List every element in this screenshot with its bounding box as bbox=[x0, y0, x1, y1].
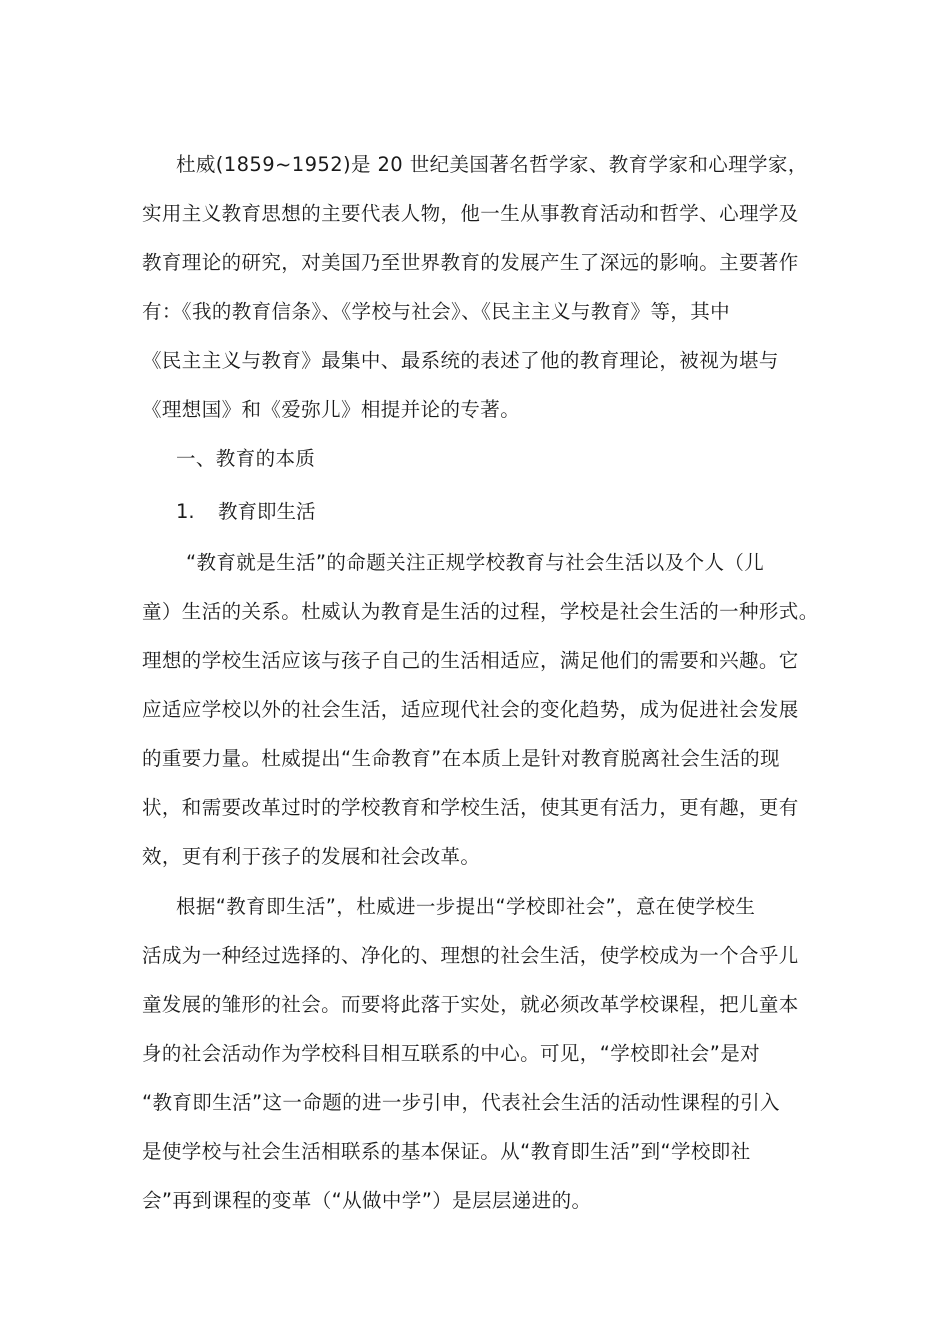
subsection-title: 教育即生活 bbox=[218, 500, 316, 523]
paragraph1-line-7: 效，更有利于孩子的发展和社会改革。 bbox=[142, 845, 481, 868]
paragraph1-line-6: 状，和需要改革过时的学校教育和学校生活，使其更有活力，更有趣，更有 bbox=[142, 796, 799, 819]
intro-line-4: 有：《我的教育信条》、《学校与社会》、《民主主义与教育》等，其中 bbox=[142, 300, 731, 323]
paragraph1-line-1: “教育就是生活”的命题关注正规学校教育与社会生活以及个人（儿 bbox=[186, 551, 765, 574]
paragraph2-line-7: 会”再到课程的变革（“从做中学”）是层层递进的。 bbox=[142, 1189, 592, 1212]
section-heading: 一、教育的本质 bbox=[176, 447, 316, 470]
paragraph1-line-5: 的重要力量。杜威提出“生命教育”在本质上是针对教育脱离社会生活的现 bbox=[142, 747, 780, 770]
intro-line-3: 教育理论的研究，对美国乃至世界教育的发展产生了深远的影响。主要著作 bbox=[142, 251, 799, 274]
paragraph2-line-1: 根据“教育即生活”，杜威进一步提出“学校即社会”，意在使学校生 bbox=[176, 895, 756, 918]
paragraph1-line-2: 童）生活的关系。杜威认为教育是生活的过程，学校是社会生活的一种形式。 bbox=[142, 600, 819, 623]
intro-line-1: 杜威(1859~1952)是 20 世纪美国著名哲学家、教育学家和心理学家， bbox=[176, 153, 808, 176]
paragraph2-line-2: 活成为一种经过选择的、净化的、理想的社会生活，使学校成为一个合乎儿 bbox=[142, 944, 799, 967]
intro-line-5: 《民主主义与教育》最集中、最系统的表述了他的教育理论，被视为堪与 bbox=[142, 349, 779, 372]
paragraph1-line-3: 理想的学校生活应该与孩子自己的生活相适应，满足他们的需要和兴趣。它 bbox=[142, 649, 799, 672]
paragraph2-line-3: 童发展的雏形的社会。而要将此落于实处，就必须改革学校课程，把儿童本 bbox=[142, 993, 799, 1016]
intro-line-2: 实用主义教育思想的主要代表人物，他一生从事教育活动和哲学、心理学及 bbox=[142, 202, 799, 225]
paragraph2-line-5: “教育即生活”这一命题的进一步引申，代表社会生活的活动性课程的引入 bbox=[142, 1091, 780, 1114]
paragraph2-line-6: 是使学校与社会生活相联系的基本保证。从“教育即生活”到“学校即社 bbox=[142, 1140, 751, 1163]
paragraph2-line-4: 身的社会活动作为学校科目相互联系的中心。可见，“学校即社会”是对 bbox=[142, 1042, 761, 1065]
subsection-number: 1. bbox=[176, 500, 195, 523]
intro-line-6: 《理想国》和《爱弥儿》相提并论的专著。 bbox=[142, 398, 521, 421]
paragraph1-line-4: 应适应学校以外的社会生活，适应现代社会的变化趋势，成为促进社会发展 bbox=[142, 698, 799, 721]
